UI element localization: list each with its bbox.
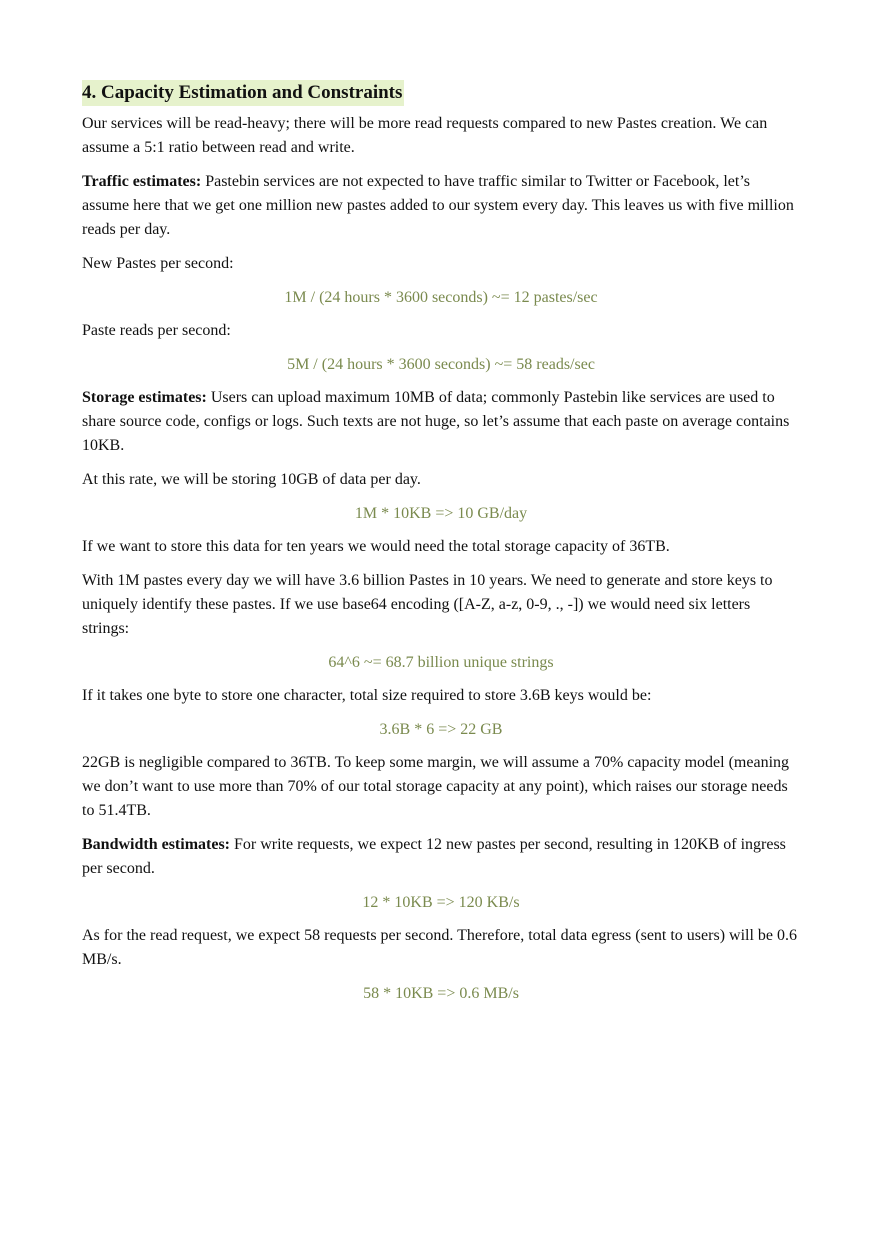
document-page	[82, 80, 800, 1015]
bandwidth-label: Bandwidth estimates:	[82, 836, 231, 853]
formula-unique: 64^6 ~= 68.7 billion unique strings	[328, 654, 554, 671]
formula-daily: 1M * 10KB => 10 GB/day	[354, 505, 528, 522]
storage-label: Storage estimates:	[82, 389, 207, 406]
storage-text: Users can upload maximum 10MB of data; commonly Pastebin like services are used to share source code, configs or logs. Such texts are not huge, so let’s assume that each paste on average contains 10KB.	[82, 389, 790, 454]
new-pastes-label: New Pastes per second:	[82, 255, 234, 272]
keys-paragraph: With 1M pastes every day we will have 3.6 billion Pastes in 10 years. We need to generate and store keys to uniquely identify these pastes. If we use base64 encoding ([A-Z, a-z, 0-9, ., -]) we would need six letters strings:	[82, 572, 773, 637]
storage-paragraph	[82, 386, 800, 458]
traffic-text: Pastebin services are not expected to have traffic similar to Twitter or Facebook, let’s assume here that we get one million new pastes added to our system every day. This leaves us with five million reads per day.	[82, 173, 794, 238]
formula-reads: 5M / (24 hours * 3600 seconds) ~= 58 reads/sec	[287, 356, 595, 373]
paste-reads-label: Paste reads per second:	[82, 322, 231, 339]
section-heading: 4. Capacity Estimation and Constraints	[82, 80, 404, 106]
egress-paragraph: As for the read request, we expect 58 requests per second. Therefore, total data egress (sent to users) will be 0.6 MB/s.	[82, 927, 798, 968]
byte-paragraph: If it takes one byte to store one character, total size required to store 3.6B keys would be:	[82, 687, 652, 704]
traffic-label: Traffic estimates:	[82, 173, 202, 190]
formula-egress: 58 * 10KB => 0.6 MB/s	[363, 985, 519, 1002]
intro-paragraph: Our services will be read-heavy; there will be more read requests compared to new Pastes creation. We can assume a 5:1 ratio between read and write.	[82, 115, 768, 156]
formula-new-pastes: 1M / (24 hours * 3600 seconds) ~= 12 pastes/sec	[284, 289, 598, 306]
rate-paragraph: At this rate, we will be storing 10GB of data per day.	[82, 471, 421, 488]
traffic-paragraph	[82, 170, 800, 242]
bandwidth-paragraph	[82, 833, 800, 881]
formula-keys: 3.6B * 6 => 22 GB	[379, 721, 503, 738]
margin-paragraph: 22GB is negligible compared to 36TB. To keep some margin, we will assume a 70% capacity model (meaning we don’t want to use more than 70% of our total storage capacity at any point), which raises our storage needs to 51.4TB.	[82, 754, 790, 819]
bandwidth-text: For write requests, we expect 12 new pastes per second, resulting in 120KB of ingress per second.	[82, 836, 786, 877]
formula-ingress: 12 * 10KB => 120 KB/s	[362, 894, 520, 911]
ten-years-paragraph: If we want to store this data for ten years we would need the total storage capacity of 36TB.	[82, 538, 670, 555]
